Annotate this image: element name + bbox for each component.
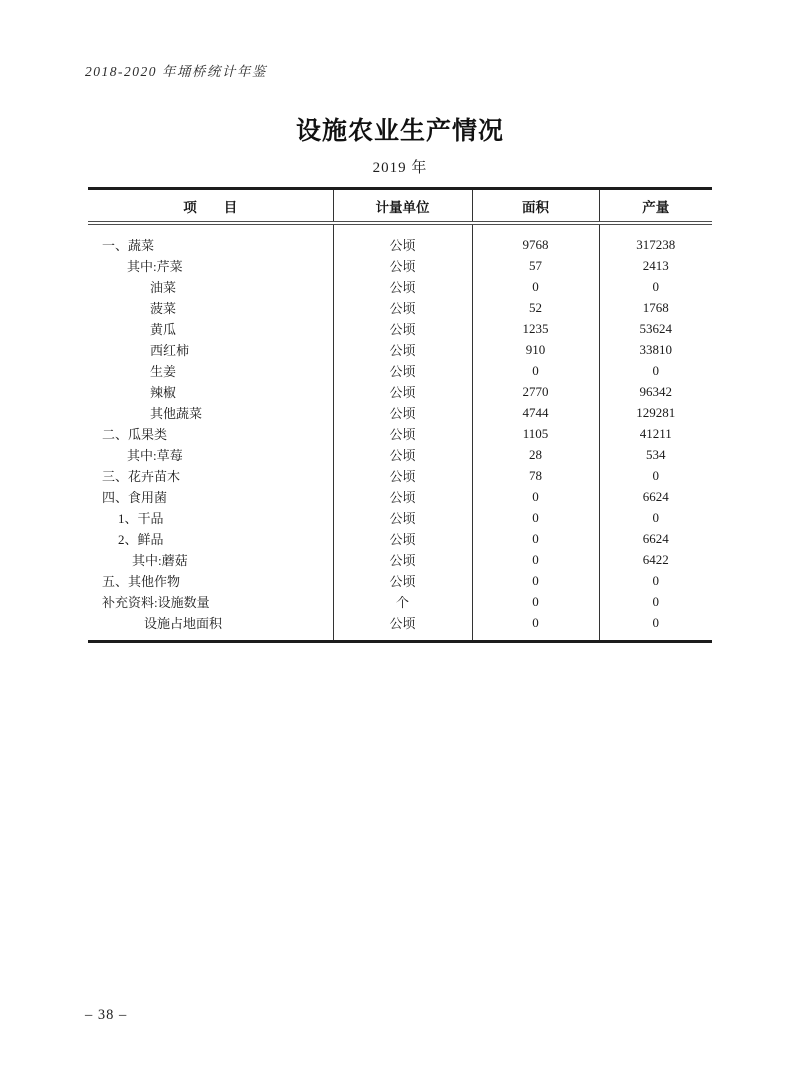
area-cell: 4744 (472, 402, 599, 423)
output-cell: 0 (652, 278, 659, 294)
output-cell: 317238 (636, 236, 676, 252)
area-cell: 9768 (472, 223, 599, 255)
output-cell: 0 (652, 467, 659, 483)
production-table (88, 187, 712, 643)
unit-cell: 公顷 (333, 465, 472, 486)
output-cell: 0 (652, 614, 659, 630)
output-cell: 41211 (639, 425, 672, 441)
output-cell: 53624 (639, 320, 672, 336)
item-cell: 生姜 (88, 360, 333, 381)
table-row (88, 381, 712, 402)
area-cell: 0 (472, 486, 599, 507)
item-cell: 五、其他作物 (88, 570, 333, 591)
item-cell: 一、蔬菜 (88, 223, 333, 255)
unit-cell: 公顷 (333, 297, 472, 318)
output-cell: 0 (652, 572, 659, 588)
area-cell: 910 (472, 339, 599, 360)
output-cell: 0 (652, 509, 659, 525)
area-cell: 0 (472, 570, 599, 591)
unit-cell: 公顷 (333, 528, 472, 549)
unit-cell: 公顷 (333, 486, 472, 507)
item-cell: 1、干品 (88, 507, 333, 528)
table-row (88, 255, 712, 276)
output-cell: 1768 (642, 299, 669, 315)
output-cell: 0 (652, 362, 659, 378)
unit-cell: 公顷 (333, 339, 472, 360)
item-cell: 2、鲜品 (88, 528, 333, 549)
output-cell: 6422 (642, 551, 669, 567)
area-cell: 52 (472, 297, 599, 318)
table-row (88, 423, 712, 444)
table-row (88, 360, 712, 381)
column-header-item: 项 目 (88, 189, 333, 224)
unit-cell: 公顷 (333, 444, 472, 465)
area-cell: 2770 (472, 381, 599, 402)
item-cell: 三、花卉苗木 (88, 465, 333, 486)
page-subtitle: 2019 年 (372, 160, 428, 176)
unit-cell: 公顷 (333, 612, 472, 642)
output-cell: 0 (652, 593, 659, 609)
item-cell: 四、食用菌 (88, 486, 333, 507)
table-row (88, 223, 712, 255)
unit-cell: 公顷 (333, 402, 472, 423)
area-cell: 57 (472, 255, 599, 276)
unit-cell: 公顷 (333, 276, 472, 297)
unit-cell: 公顷 (333, 255, 472, 276)
item-cell: 其中:草莓 (88, 444, 333, 465)
item-cell: 西红柿 (88, 339, 333, 360)
area-cell: 0 (472, 507, 599, 528)
unit-cell: 公顷 (333, 381, 472, 402)
output-cell: 33810 (639, 341, 672, 357)
unit-cell: 公顷 (333, 549, 472, 570)
area-cell: 0 (472, 591, 599, 612)
unit-cell: 公顷 (333, 318, 472, 339)
output-cell: 129281 (636, 404, 676, 420)
table-row (88, 402, 712, 423)
output-cell: 6624 (642, 530, 669, 546)
unit-cell: 公顷 (333, 223, 472, 255)
item-cell: 补充资料:设施数量 (88, 591, 333, 612)
page-title: 设施农业生产情况 (295, 118, 504, 145)
area-cell: 1105 (472, 423, 599, 444)
column-header-unit: 计量单位 (333, 189, 472, 224)
area-cell: 0 (472, 360, 599, 381)
table-row (88, 570, 712, 591)
item-cell: 设施占地面积 (88, 612, 333, 642)
unit-cell: 公顷 (333, 360, 472, 381)
table-row (88, 549, 712, 570)
column-header-area: 面积 (472, 189, 599, 224)
column-header-output: 产量 (599, 189, 712, 224)
item-cell: 黄瓜 (88, 318, 333, 339)
unit-cell: 公顷 (333, 423, 472, 444)
item-cell: 二、瓜果类 (88, 423, 333, 444)
area-cell: 1235 (472, 318, 599, 339)
table-row (88, 465, 712, 486)
table-body (88, 223, 712, 642)
output-cell: 2413 (642, 257, 669, 273)
output-cell: 6624 (642, 488, 669, 504)
table-row (88, 507, 712, 528)
table-header-row (88, 189, 712, 224)
area-cell: 0 (472, 276, 599, 297)
area-cell: 0 (472, 549, 599, 570)
item-cell: 辣椒 (88, 381, 333, 402)
table-row (88, 528, 712, 549)
item-cell: 菠菜 (88, 297, 333, 318)
output-cell: 96342 (639, 383, 672, 399)
area-cell: 0 (472, 612, 599, 642)
table-row (88, 276, 712, 297)
yearbook-header: 2018-2020 年埇桥统计年鉴 (85, 64, 267, 79)
area-cell: 78 (472, 465, 599, 486)
page-number: – 38 – (85, 1007, 128, 1023)
table-row (88, 444, 712, 465)
table-row (88, 339, 712, 360)
table-row (88, 612, 712, 642)
item-cell: 其他蔬菜 (88, 402, 333, 423)
table-row (88, 318, 712, 339)
unit-cell: 公顷 (333, 507, 472, 528)
item-cell: 其中:芹菜 (88, 255, 333, 276)
unit-cell: 公顷 (333, 570, 472, 591)
table-row (88, 486, 712, 507)
unit-cell: 个 (333, 591, 472, 612)
table-row (88, 297, 712, 318)
item-cell: 油菜 (88, 276, 333, 297)
area-cell: 0 (472, 528, 599, 549)
area-cell: 28 (472, 444, 599, 465)
table-row (88, 591, 712, 612)
output-cell: 534 (646, 446, 666, 462)
item-cell: 其中:蘑菇 (88, 549, 333, 570)
